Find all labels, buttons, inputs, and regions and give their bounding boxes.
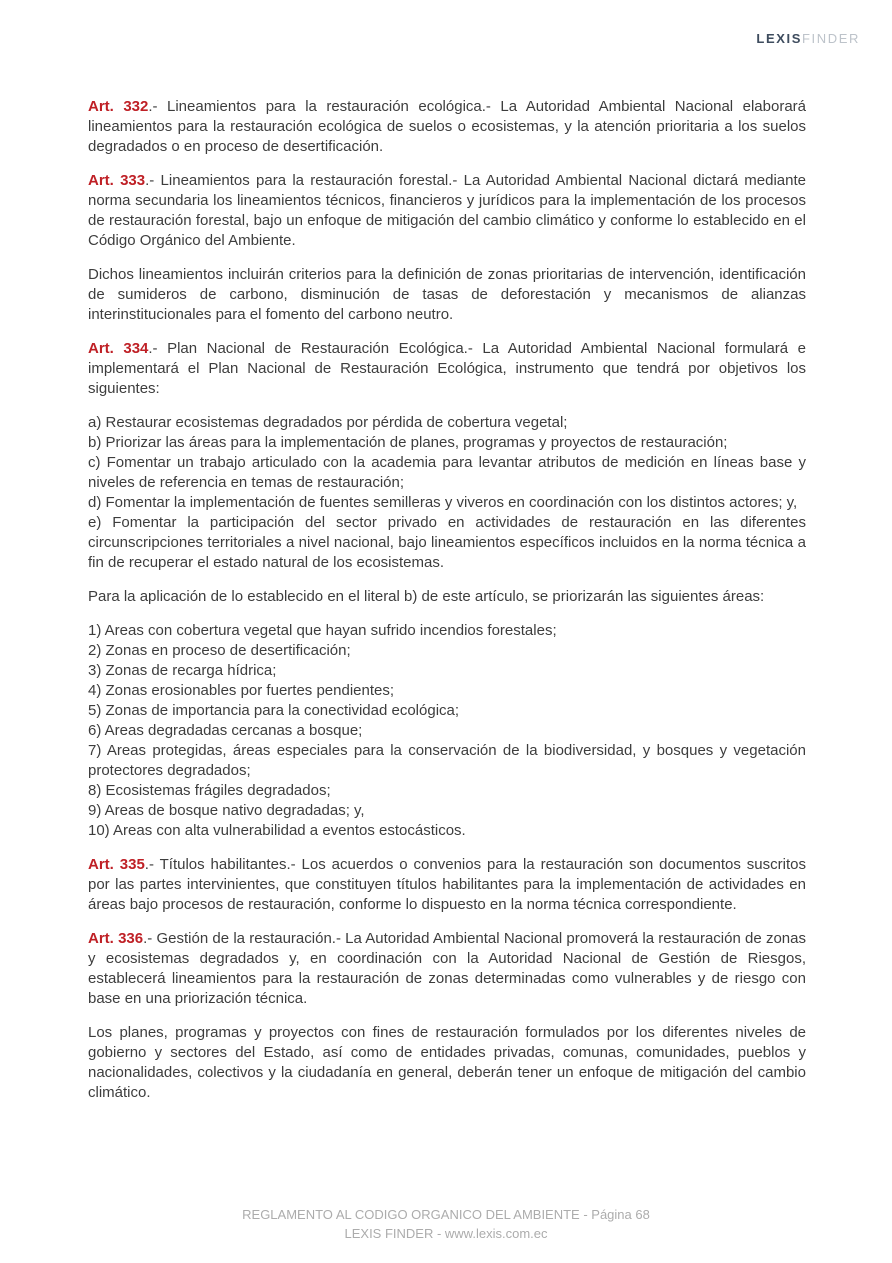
page-header: [756, 31, 860, 46]
list-item: 4) Zonas erosionables por fuertes pendientes;: [88, 682, 395, 699]
list-item: 1) Areas con cobertura vegetal que hayan sufrido incendios forestales;: [88, 622, 557, 639]
paragraph-text: Para la aplicación de lo establecido en el literal b) de este artículo, se priorizarán las siguientes áreas:: [88, 588, 765, 605]
paragraph-text: Los planes, programas y proyectos con fines de restauración formulados por los diferentes niveles de gobierno y sectores del Estado, así como de entidades privadas, comunas, comunidades, pueblos y nacionalidades, colectivos y la ciudadanía en general, deberán tener un enfoque de mitigación del cambio climático.: [88, 1024, 806, 1101]
paragraph-text: Dichos lineamientos incluirán criterios para la definición de zonas prioritarias de intervención, identificación de sumideros de carbono, disminución de tasas de deforestación y mecanismos de alianzas interinstitucionales para el fomento del carbono neutro.: [88, 266, 806, 323]
logo-finder-text: FINDER: [802, 31, 860, 46]
list-item: c) Fomentar un trabajo articulado con la academia para levantar atributos de medición en líneas base y niveles de referencia en temas de restauración;: [88, 454, 806, 491]
list-item: 7) Areas protegidas, áreas especiales para la conservación de la biodiversidad, y bosques y vegetación protectores degradados;: [88, 742, 806, 779]
lexis-finder-logo: [756, 31, 860, 46]
list-item: 9) Areas de bosque nativo degradadas; y,: [88, 802, 365, 819]
list-item: 2) Zonas en proceso de desertificación;: [88, 642, 351, 659]
article-number-label: Art. 334: [88, 340, 149, 357]
list-item: 10) Areas con alta vulnerabilidad a eventos estocásticos.: [88, 822, 466, 839]
list-item: b) Priorizar las áreas para la implementación de planes, programas y proyectos de restauración;: [88, 434, 728, 451]
body-paragraph: [88, 587, 806, 607]
article-number-label: Art. 335: [88, 856, 145, 873]
article-number-label: Art. 333: [88, 172, 146, 189]
list-item: 8) Ecosistemas frágiles degradados;: [88, 782, 331, 799]
footer-document-title: REGLAMENTO AL CODIGO ORGANICO DEL AMBIENTE - Página 68: [242, 1207, 650, 1222]
body-paragraph: [88, 1023, 806, 1103]
list-item: 3) Zonas de recarga hídrica;: [88, 662, 277, 679]
paragraph-text: .- Lineamientos para la restauración ecológica.- La Autoridad Ambiental Nacional elaborará lineamientos para la restauración ecológica de suelos o ecosistemas, y la atención prioritaria a los suelos degradados o en proceso de desertificación.: [88, 98, 806, 155]
paragraph-text: .- Plan Nacional de Restauración Ecológica.- La Autoridad Ambiental Nacional formulará e implementará el Plan Nacional de Restauración Ecológica, instrumento que tendrá por objetivos los siguientes:: [88, 340, 806, 397]
article-paragraph: [88, 171, 806, 251]
body-paragraph: [88, 265, 806, 325]
footer-source-line: LEXIS FINDER - www.lexis.com.ec: [344, 1226, 548, 1241]
article-number-label: Art. 336: [88, 930, 144, 947]
page-footer: [0, 1205, 892, 1243]
article-paragraph: [88, 339, 806, 399]
article-number-label: Art. 332: [88, 98, 149, 115]
paragraph-text: .- Gestión de la restauración.- La Autoridad Ambiental Nacional promoverá la restauración de zonas y ecosistemas degradados y, en coordinación con la Autoridad Nacional de Gestión de Riesgos, establecerá lineamientos para la restauración de zonas determinadas como vulnerables y de riesgo con base en una priorización técnica.: [88, 930, 806, 1007]
logo-lexis-text: LEXIS: [756, 31, 802, 46]
document-body: [88, 97, 806, 1117]
list-item: 5) Zonas de importancia para la conectividad ecológica;: [88, 702, 460, 719]
article-paragraph: [88, 855, 806, 915]
list-item: e) Fomentar la participación del sector privado en actividades de restauración en las diferentes circunscripciones territoriales a nivel nacional, bajo lineamientos específicos incluidos en la norma técnica a fin de recuperar el estado natural de los ecosistemas.: [88, 514, 806, 571]
article-paragraph: [88, 929, 806, 1009]
article-paragraph: [88, 97, 806, 157]
list-block: [88, 621, 806, 841]
paragraph-text: .- Títulos habilitantes.- Los acuerdos o convenios para la restauración son documentos suscritos por las partes intervinientes, que constituyen títulos habilitantes para la implementación de actividades en áreas bajo procesos de restauración, conforme lo dispuesto en la norma técnica correspondiente.: [88, 856, 806, 913]
list-item: a) Restaurar ecosistemas degradados por pérdida de cobertura vegetal;: [88, 414, 568, 431]
list-item: 6) Areas degradadas cercanas a bosque;: [88, 722, 363, 739]
paragraph-text: .- Lineamientos para la restauración forestal.- La Autoridad Ambiental Nacional dictará mediante norma secundaria los lineamientos técnicos, financieros y jurídicos para la implementación de los procesos de restauración forestal, bajo un enfoque de mitigación del cambio climático y conforme lo establecido en el Código Orgánico del Ambiente.: [88, 172, 807, 249]
list-block: [88, 413, 806, 573]
list-item: d) Fomentar la implementación de fuentes semilleras y viveros en coordinación con los distintos actores; y,: [88, 494, 798, 511]
